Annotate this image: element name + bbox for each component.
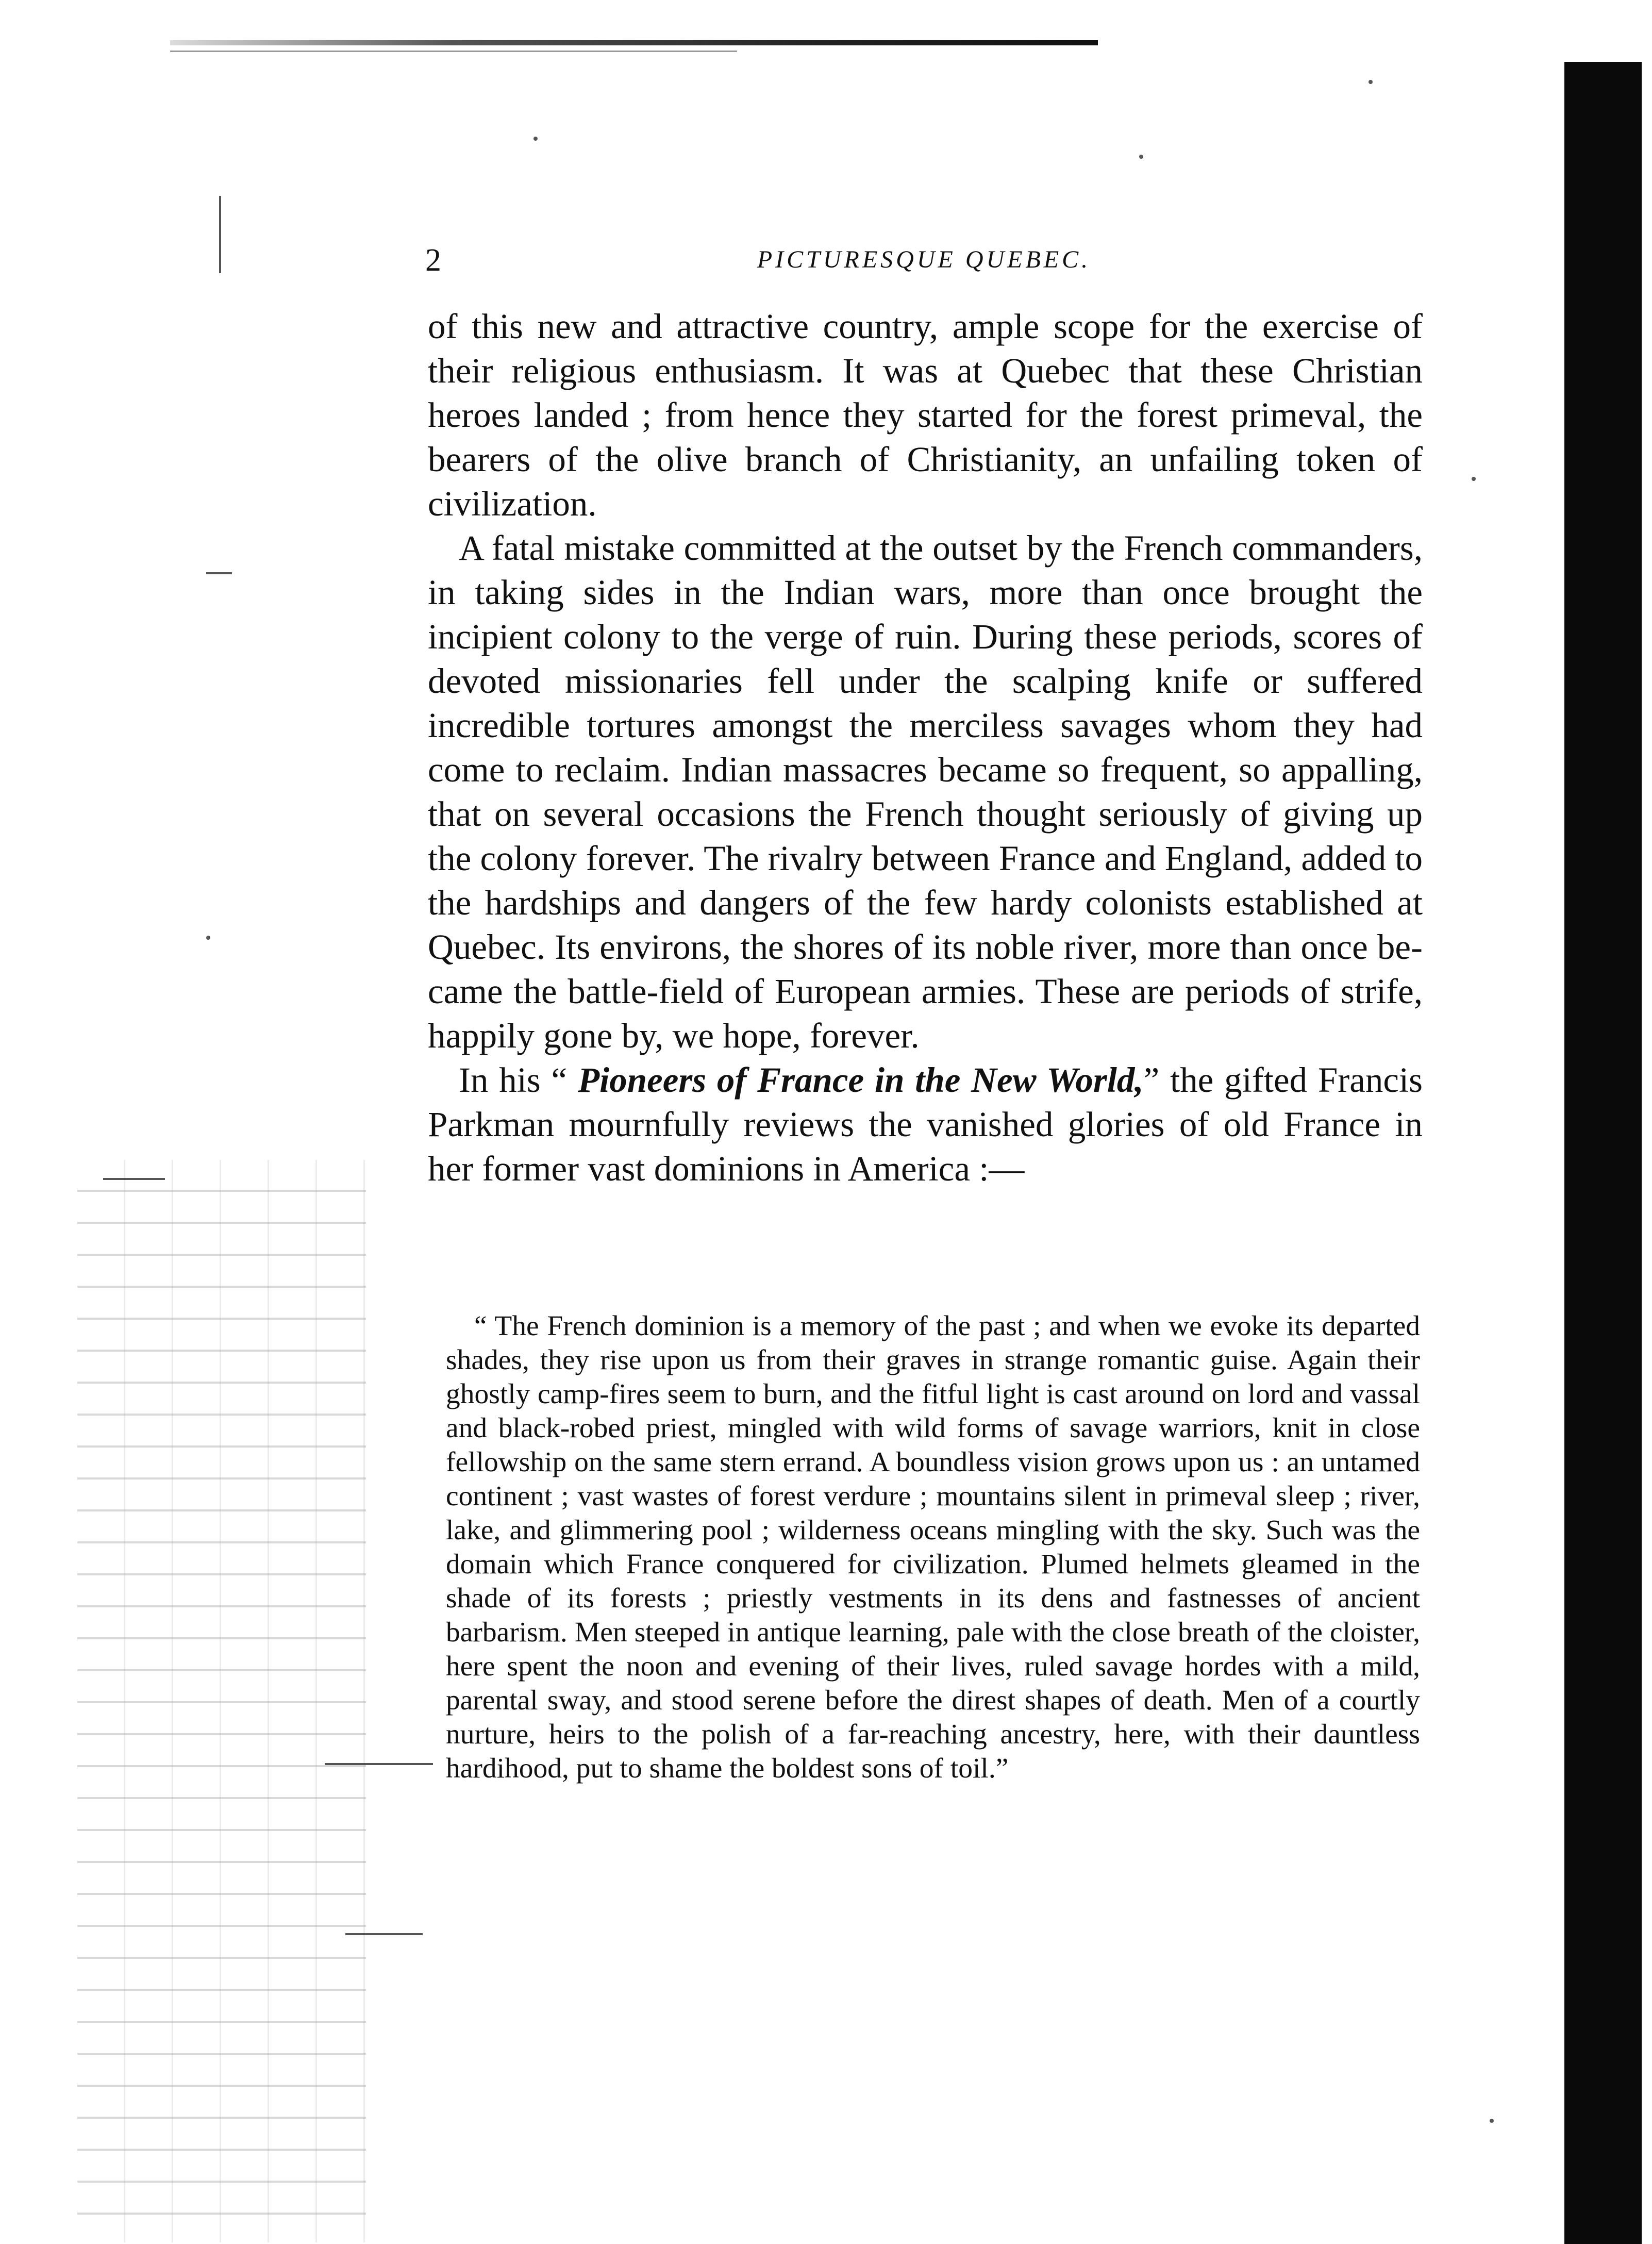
scan-speck (1139, 155, 1143, 159)
scan-right-edge-shadow (1564, 62, 1642, 2244)
paragraph-parkman-rest: ” the gifted Francis Parkman mournfully reviews the vanished glories of old France in her former vast dominions in America :— (428, 1060, 1423, 1188)
scan-speck (1490, 2119, 1494, 2123)
scan-speck (533, 137, 538, 141)
paragraph-continuation: of this new and attractive country, ample scope for the exercise of their religious enthusiasm. It was at Quebec that these Christian heroes landed ; from hence they started for the forest primeval, the bearers of the olive branch of Christianity, an unfailing token of civilization. (428, 307, 1423, 523)
running-header (425, 242, 1423, 284)
scan-top-edge-line (170, 51, 737, 52)
scan-left-margin-mark (206, 572, 232, 574)
scan-speck (1369, 80, 1373, 84)
block-quotation (446, 1309, 1420, 1786)
quotation-text: “ The French dominion is a memory of the past ; and when we evoke its departed shades, they rise upon us from their graves in strange romantic guise. Again their ghostly camp-fires seem to burn, and the fitful light is cast around on lord and vassal and black-robed priest, mingled with wild forms of savage warriors, knit in close fellowship on the same stern errand. A boundless vision grows upon us : an untamed continent ; vast wastes of forest verdure ; mountains silent in primeval sleep ; river, lake, and glimmering pool ; wilderness oceans mingling with the sky. Such was the domain which France conquered for civilization. Plumed helmets gleamed in the shade of its forests ; priestly vestments in its dens and fastnesses of ancient barbarism. Men steeped in antique learning, pale with the close breath of the cloister, here spent the noon and evening of their lives, ruled savage hordes with a mild, parental sway, and stood serene before the direst shapes of death. Men of a courtly nurture, heirs to the polish of a far-reaching ancestry, here, with their dauntless hardihood, put to shame the boldest sons of toil.” (446, 1310, 1420, 1784)
paragraph-parkman-intro (428, 1058, 1423, 1191)
book-title: Pioneers of France in the New World, (577, 1060, 1144, 1100)
scan-left-margin-mark (219, 196, 221, 273)
paragraph-parkman-lead: In his “ (459, 1060, 578, 1100)
scan-left-margin-noise (77, 1160, 366, 2242)
running-title: PICTURESQUE QUEBEC. (757, 246, 1091, 273)
scan-speck (206, 936, 210, 940)
scan-top-edge-rule (170, 40, 1098, 45)
paragraph-fatal-mistake: A fatal mistake committed at the outset by the French commanders, in taking sides in the Indian wars, more than once brought the incipient colony to the verge of ruin. During these periods, scores of devoted missionaries fell under the scalping knife or suffered incredible tortures amongst the merciless savages whom they had come to reclaim. Indian massacres became so frequent, so appalling, that on several occasions the French thought seriously of giving up the colony forever. The rivalry between France and England, added to the hardships and dangers of the few hardy colonists established at Quebec. Its environs, the shores of its noble river, more than once became the battle-field of European armies. These are periods of strife, happily gone by, we hope, forever. (428, 528, 1423, 1055)
scan-speck (1472, 477, 1476, 481)
page-number: 2 (425, 243, 441, 278)
body-text (428, 304, 1423, 1191)
